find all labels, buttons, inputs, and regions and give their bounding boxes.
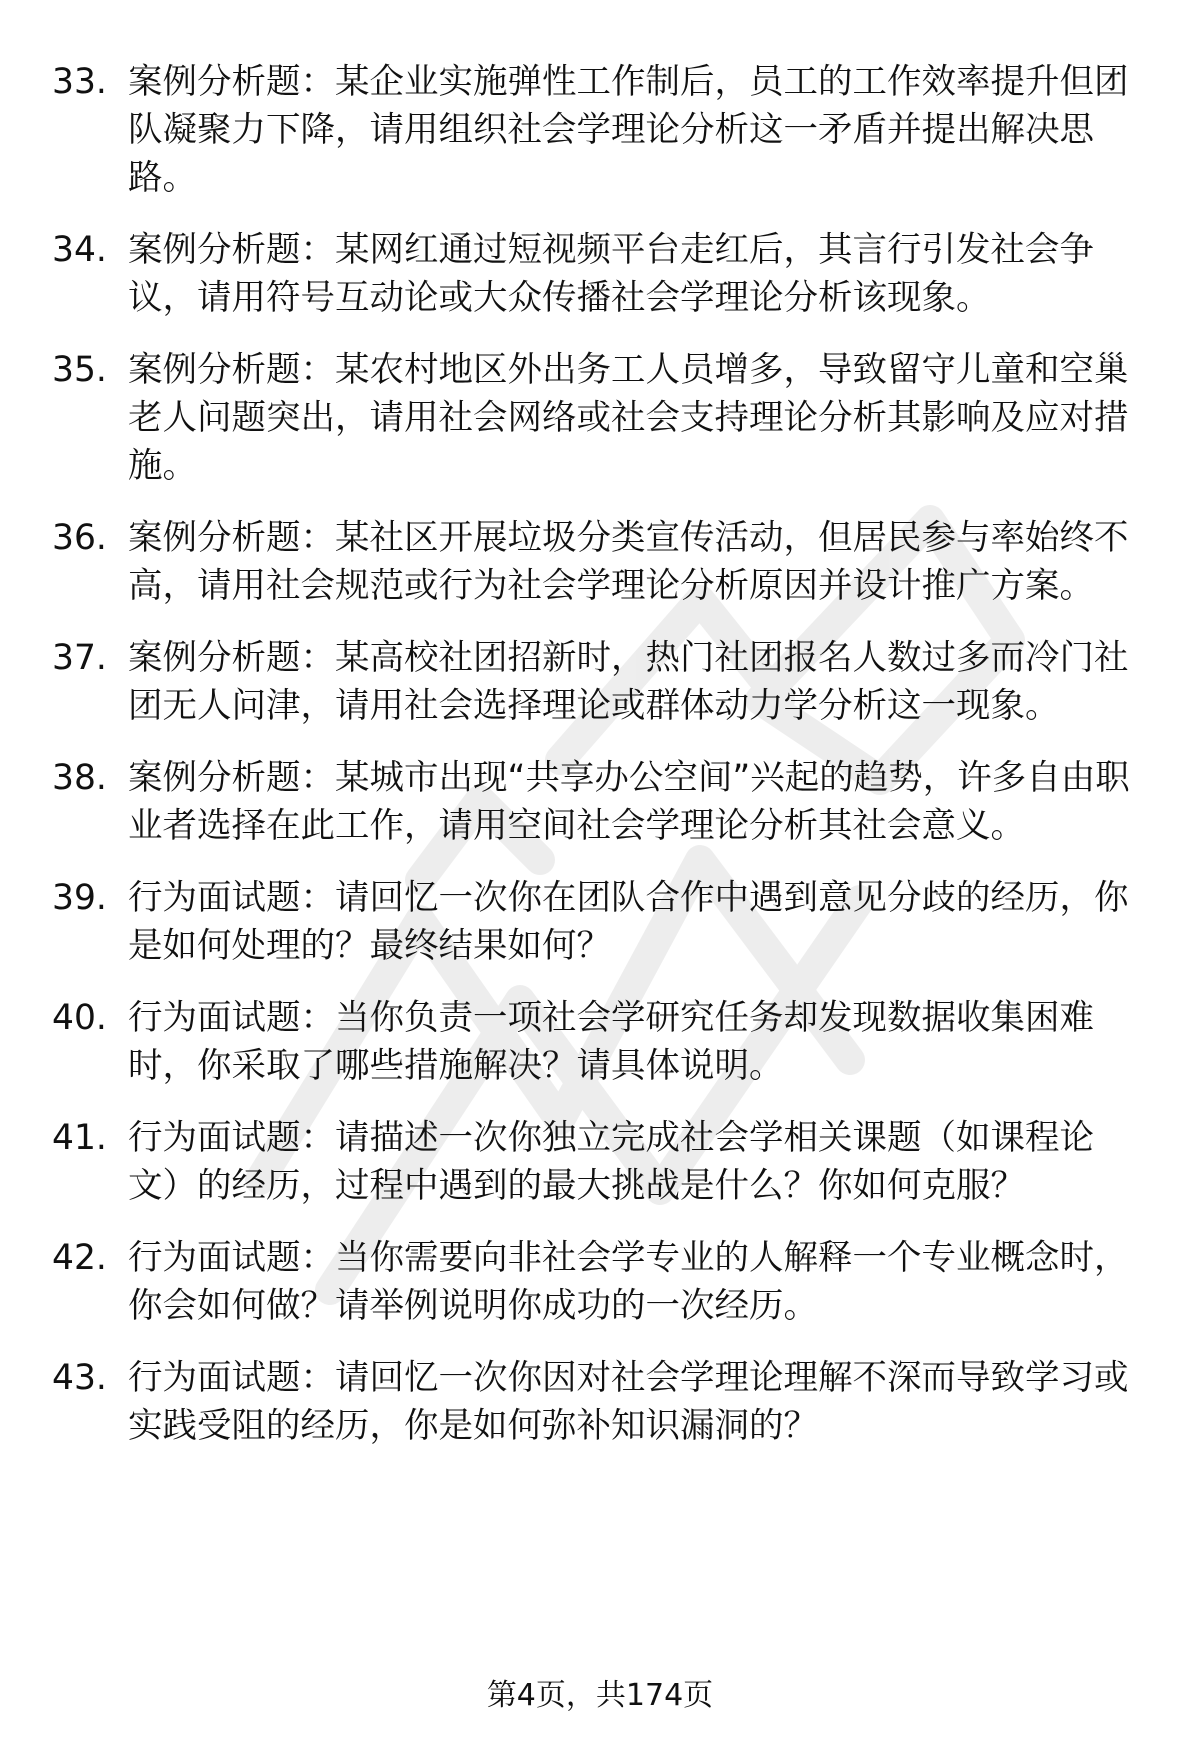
- question-number: 36.: [52, 518, 107, 558]
- question-item: [52, 994, 1144, 1090]
- question-text: 案例分析题：某农村地区外出务工人员增多，导致留守儿童和空巢老人问题突出，请用社会网络或社会支持理论分析其影响及应对措施。: [128, 350, 1129, 486]
- question-number: 42.: [52, 1238, 107, 1278]
- question-text: 案例分析题：某高校社团招新时，热门社团报名人数过多而冷门社团无人问津，请用社会选择理论或群体动力学分析这一现象。: [128, 638, 1129, 726]
- question-item: [52, 754, 1144, 850]
- question-number: 38.: [52, 758, 107, 798]
- question-item: [52, 874, 1144, 970]
- question-number: 39.: [52, 878, 107, 918]
- question-text: 案例分析题：某企业实施弹性工作制后，员工的工作效率提升但团队凝聚力下降，请用组织社会学理论分析这一矛盾并提出解决思路。: [128, 62, 1129, 198]
- question-item: [52, 514, 1144, 610]
- question-item: [52, 58, 1144, 202]
- question-text: 行为面试题：当你需要向非社会学专业的人解释一个专业概念时，你会如何做？请举例说明你成功的一次经历。: [128, 1238, 1129, 1326]
- question-number: 41.: [52, 1118, 107, 1158]
- question-text: 行为面试题：请回忆一次你在团队合作中遇到意见分歧的经历，你是如何处理的？最终结果如何？: [128, 878, 1129, 966]
- question-item: [52, 346, 1144, 490]
- question-text: 案例分析题：某网红通过短视频平台走红后，其言行引发社会争议，请用符号互动论或大众传播社会学理论分析该现象。: [128, 230, 1094, 318]
- question-item: [52, 1234, 1144, 1330]
- question-number: 35.: [52, 350, 107, 390]
- question-text: 行为面试题：请回忆一次你因对社会学理论理解不深而导致学习或实践受阻的经历，你是如何弥补知识漏洞的？: [128, 1358, 1129, 1446]
- question-text: 行为面试题：请描述一次你独立完成社会学相关课题（如课程论文）的经历，过程中遇到的最大挑战是什么？你如何克服？: [128, 1118, 1094, 1206]
- question-number: 34.: [52, 230, 107, 270]
- page-footer: 第4页，共174页: [486, 1678, 714, 1713]
- question-item: [52, 1354, 1144, 1450]
- question-number: 40.: [52, 998, 107, 1038]
- question-text: 案例分析题：某社区开展垃圾分类宣传活动，但居民参与率始终不高，请用社会规范或行为社会学理论分析原因并设计推广方案。: [128, 518, 1129, 606]
- question-number: 43.: [52, 1358, 107, 1398]
- question-text: 行为面试题：当你负责一项社会学研究任务却发现数据收集困难时，你采取了哪些措施解决？请具体说明。: [128, 998, 1094, 1086]
- question-item: [52, 634, 1144, 730]
- question-number: 37.: [52, 638, 107, 678]
- question-number: 33.: [52, 62, 107, 102]
- question-text: 案例分析题：某城市出现“共享办公空间”兴起的趋势，许多自由职业者选择在此工作，请用空间社会学理论分析其社会意义。: [128, 758, 1130, 846]
- question-list: [52, 58, 1144, 1474]
- question-item: [52, 226, 1144, 322]
- question-item: [52, 1114, 1144, 1210]
